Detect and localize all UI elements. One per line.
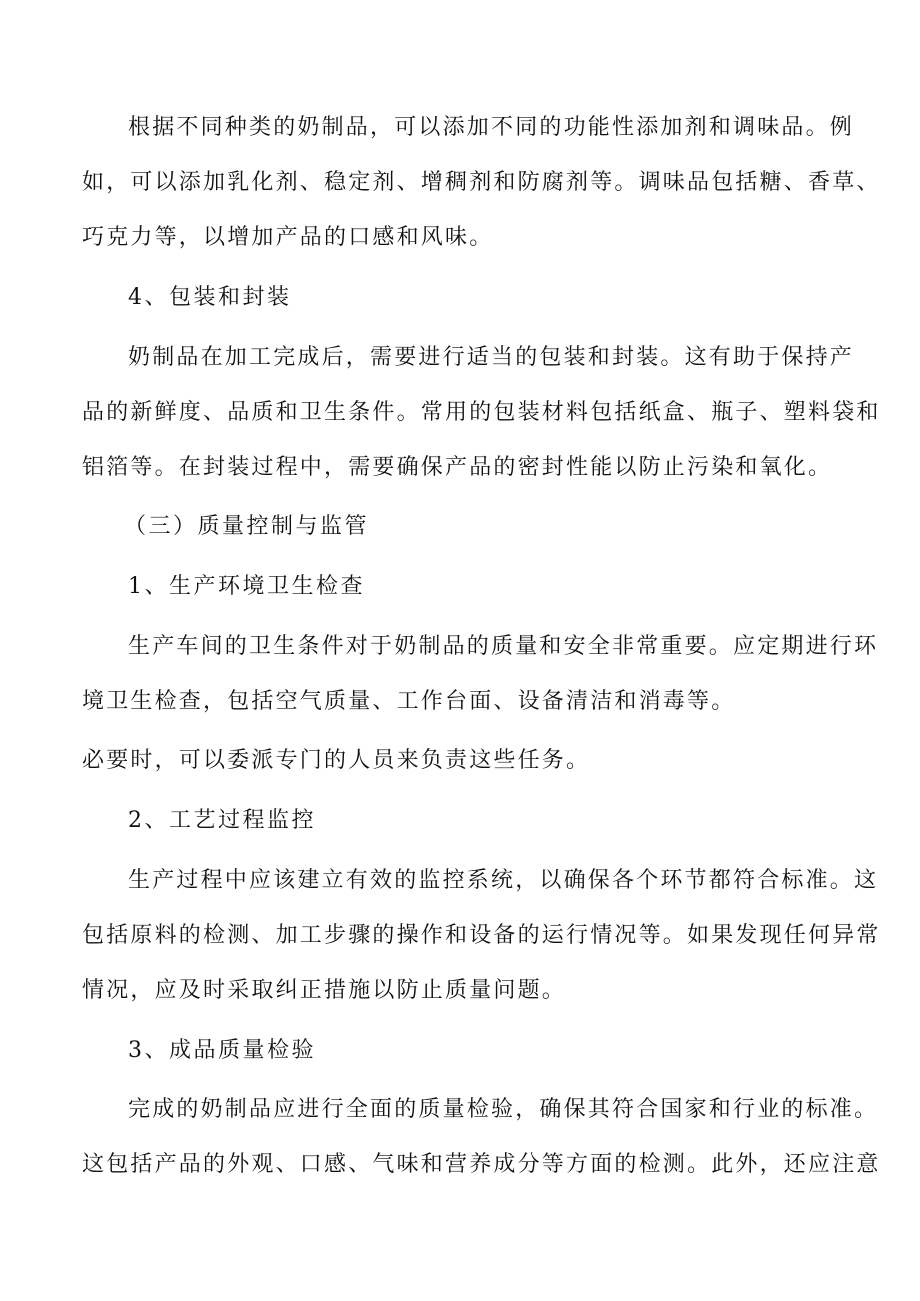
para1-line2: 如，可以添加乳化剂、稳定剂、增稠剂和防腐剂等。调味品包括糖、香草、	[82, 170, 881, 195]
para1-line3: 巧克力等，以增加产品的口感和风味。	[82, 225, 494, 250]
para5-line2: 这包括产品的外观、口感、气味和营养成分等方面的检测。此外，还应注意	[82, 1152, 881, 1177]
heading-process-monitoring: 2、工艺过程监控	[128, 808, 316, 833]
para2-line2: 品的新鲜度、品质和卫生条件。常用的包装材料包括纸盒、瓶子、塑料袋和	[82, 400, 881, 425]
heading-hygiene-check: 1、生产环境卫生检查	[128, 574, 365, 599]
heading-packaging: 4、包装和封装	[128, 285, 292, 310]
para1-line1: 根据不同种类的奶制品，可以添加不同的功能性添加剂和调味品。例	[128, 115, 855, 140]
heading-product-inspection: 3、成品质量检验	[128, 1038, 316, 1063]
para4-line3: 情况，应及时采取纠正措施以防止质量问题。	[82, 978, 567, 1003]
para5-line1: 完成的奶制品应进行全面的质量检验，确保其符合国家和行业的标准。	[128, 1097, 879, 1122]
section-quality-control: （三）质量控制与监管	[124, 514, 370, 539]
para3-line2: 境卫生检查，包括空气质量、工作台面、设备清洁和消毒等。	[82, 689, 736, 714]
para2-line3: 铝箔等。在封装过程中，需要确保产品的密封性能以防止污染和氧化。	[82, 455, 833, 480]
para3-line1: 生产车间的卫生条件对于奶制品的质量和安全非常重要。应定期进行环	[128, 634, 879, 659]
para2-line1: 奶制品在加工完成后，需要进行适当的包装和封装。这有助于保持产	[128, 345, 855, 370]
para4-line2: 包括原料的检测、加工步骤的操作和设备的运行情况等。如果发现任何异常	[82, 923, 881, 948]
para4-line1: 生产过程中应该建立有效的监控系统，以确保各个环节都符合标准。这	[128, 868, 879, 893]
para3-line3: 必要时，可以委派专门的人员来负责这些任务。	[82, 748, 591, 773]
